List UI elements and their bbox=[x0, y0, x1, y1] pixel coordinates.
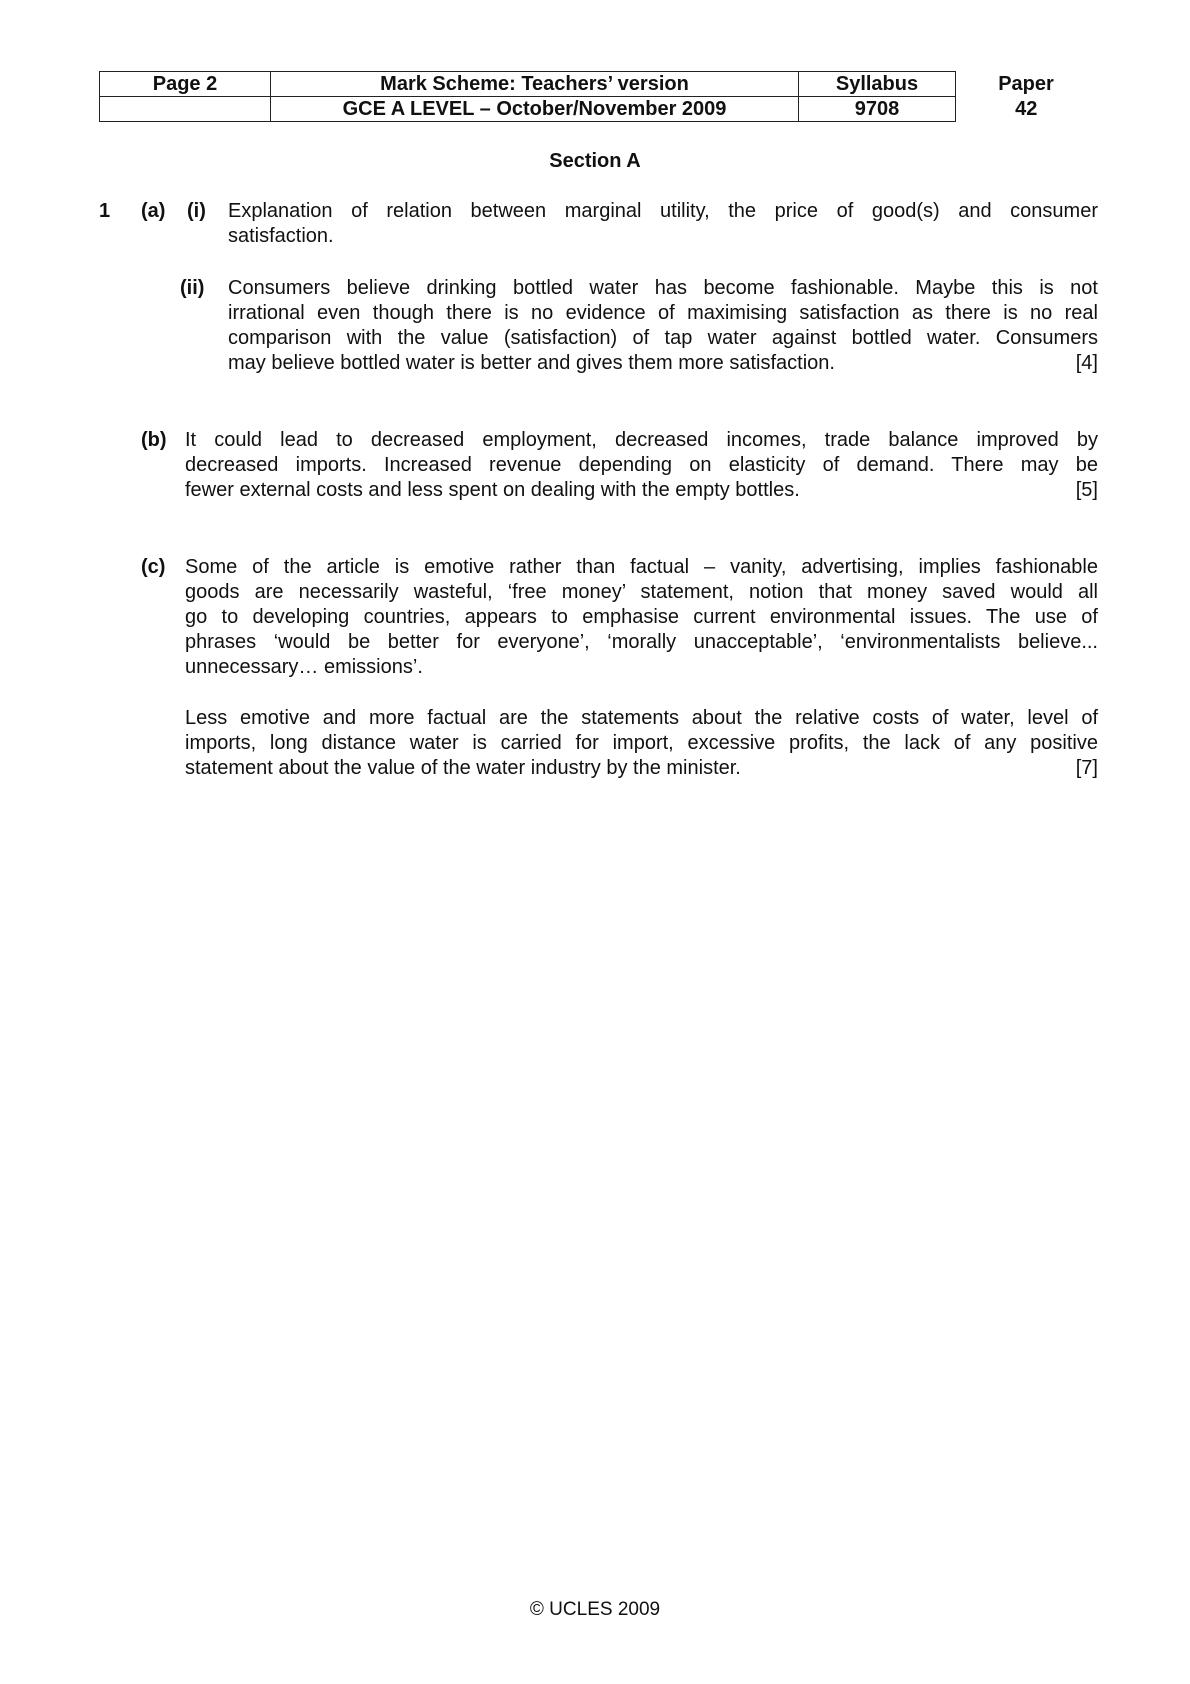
part-a-ii-text bbox=[228, 276, 1098, 376]
text-line: unnecessary… emissions’. bbox=[185, 656, 423, 678]
header-empty-cell bbox=[100, 97, 271, 122]
header-table bbox=[99, 71, 1097, 122]
part-a-ii-label: (ii) bbox=[180, 277, 205, 299]
text-line-content: may believe bottled water is better and gives them more satisfaction. bbox=[228, 352, 835, 374]
text-line: Explanation of relation between marginal utility, the price of good(s) and consumer bbox=[228, 200, 1098, 222]
text-line: Less emotive and more factual are the statements about the relative costs of water, level of bbox=[185, 707, 1098, 729]
part-c-paragraph-1 bbox=[185, 555, 1098, 680]
question-number: 1 bbox=[99, 200, 111, 222]
header-document-title: Mark Scheme: Teachers’ version bbox=[271, 72, 799, 97]
text-line: It could lead to decreased employment, decreased incomes, trade balance improved by bbox=[185, 429, 1098, 451]
mark-allocation: [5] bbox=[1075, 479, 1098, 501]
header-row-2 bbox=[100, 97, 1097, 122]
part-a-i-text bbox=[228, 199, 1098, 249]
header-paper-number: 42 bbox=[1015, 98, 1038, 120]
text-line: irrational even though there is no evidence of maximising satisfaction as there is no real bbox=[228, 302, 1098, 324]
part-a-label: (a) bbox=[141, 200, 166, 222]
part-c-label: (c) bbox=[141, 556, 166, 578]
part-b-label: (b) bbox=[141, 429, 167, 451]
text-line: imports, long distance water is carried for import, excessive profits, the lack of any positive bbox=[185, 732, 1098, 754]
text-line bbox=[185, 756, 1098, 781]
part-b-text bbox=[185, 428, 1098, 503]
header-row-1 bbox=[100, 72, 1097, 97]
part-c-paragraph-2 bbox=[185, 706, 1098, 781]
copyright-footer: © UCLES 2009 bbox=[529, 1599, 661, 1620]
text-line: comparison with the value (satisfaction) of tap water against bottled water. Consumers bbox=[228, 327, 1098, 349]
text-line: Consumers believe drinking bottled water has become fashionable. Maybe this is not bbox=[228, 277, 1098, 299]
text-line: decreased imports. Increased revenue depending on elasticity of demand. There may be bbox=[185, 454, 1098, 476]
section-title: Section A bbox=[549, 150, 641, 172]
mark-allocation: [4] bbox=[1075, 352, 1098, 374]
header-page: Page 2 bbox=[100, 72, 271, 97]
text-line: go to developing countries, appears to emphasise current environmental issues. The use of bbox=[185, 606, 1098, 628]
text-line: satisfaction. bbox=[228, 225, 334, 247]
text-line bbox=[228, 351, 1098, 376]
header-paper-label: Paper bbox=[998, 73, 1054, 95]
text-line-content: fewer external costs and less spent on dealing with the empty bottles. bbox=[185, 479, 800, 501]
mark-allocation: [7] bbox=[1075, 757, 1098, 779]
text-line bbox=[185, 478, 1098, 503]
header-syllabus-code: 9708 bbox=[799, 97, 956, 122]
part-a-i-label: (i) bbox=[187, 200, 206, 222]
text-line: Some of the article is emotive rather than factual – vanity, advertising, implies fashionable bbox=[185, 556, 1098, 578]
text-line: phrases ‘would be better for everyone’, ‘morally unacceptable’, ‘environmentalists believe... bbox=[185, 631, 1098, 653]
text-line-content: statement about the value of the water industry by the minister. bbox=[185, 757, 741, 779]
text-line: goods are necessarily wasteful, ‘free money’ statement, notion that money saved would all bbox=[185, 581, 1098, 603]
header-syllabus-label: Syllabus bbox=[799, 72, 956, 97]
header-exam-session: GCE A LEVEL – October/November 2009 bbox=[271, 97, 799, 122]
